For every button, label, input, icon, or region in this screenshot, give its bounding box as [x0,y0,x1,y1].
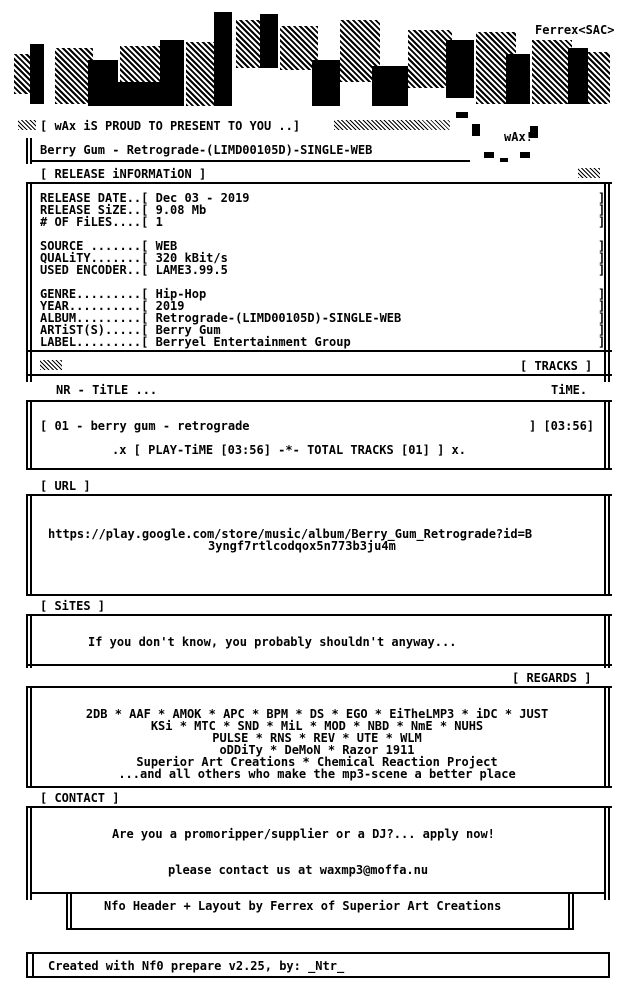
tracks-col-title: NR - TiTLE ... [56,383,158,397]
track-row: [ 01 - berry gum - retrograde [40,419,250,433]
header-credit: Ferrex<SAC> [535,23,615,37]
regards-header: [ REGARDS ] [512,671,592,685]
url-header: [ URL ] [40,479,91,493]
contact-header: [ CONTACT ] [40,791,120,805]
regards-line: Superior Art Creations * Chemical Reaction Project [136,755,498,769]
presents-line: [ wAx iS PROUD TO PRESENT TO YOU ..] [40,119,301,133]
info-row: RELEASE SiZE..[ 9.08 Mb [40,203,207,217]
url-link-line1[interactable]: https://play.google.com/store/music/album/Berry_Gum_Retrograde?id=B [48,527,533,541]
info-row: SOURCE .......[ WEB [40,239,178,253]
regards-line: oDDiTy * DeMoN * Razor 1911 [219,743,415,757]
regards-line: KSi * MTC * SND * MiL * MOD * NBD * NmE * NUHS [150,719,484,733]
info-row: ARTiST(S).....[ Berry Gum [40,323,221,337]
info-header: [ RELEASE iNFORMATiON ] [40,167,207,181]
contact-email[interactable]: please contact us at waxmp3@moffa.nu [168,863,429,877]
info-row: ALBUM.........[ Retrograde-(LIMD00105D)-SINGLE-WEB [40,311,402,325]
tracks-summary: .x [ PLAY-TiME [03:56] -*- TOTAL TRACKS [01] ] x. [112,443,467,457]
regards-line: PULSE * RNS * REV * UTE * WLM [212,731,422,745]
wax-tag: wAx! [504,130,533,144]
footer-text: Created with Nf0 prepare v2.25, by: _Ntr_ [48,959,345,973]
contact-line1: Are you a promoripper/supplier or a DJ?... apply now! [112,827,495,841]
layout-credit: Nfo Header + Layout by Ferrex of Superior Art Creations [104,899,502,913]
info-row: RELEASE DATE..[ Dec 03 - 2019 [40,191,250,205]
sites-header: [ SiTES ] [40,599,106,613]
regards-line: ...and all others who make the mp3-scene a better place [118,767,516,781]
sites-text: If you don't know, you probably shouldn't anyway... [88,635,457,649]
url-link-line2[interactable]: 3yngf7rtlcodqox5n773b3ju4m [208,539,396,553]
track-time: ] [03:56] [529,419,595,433]
regards-line: 2DB * AAF * AMOK * APC * BPM * DS * EGO * EiTheLMP3 * iDC * JUST [85,707,549,721]
info-row: YEAR..........[ 2019 [40,299,185,313]
info-row: # OF FiLES....[ 1 [40,215,163,229]
info-row: LABEL.........[ Berryel Entertainment Group [40,335,351,349]
tracks-header: [ TRACKS ] [520,359,593,373]
info-row: QUALiTY.......[ 320 kBit/s [40,251,228,265]
info-row: USED ENCODER..[ LAME3.99.5 [40,263,228,277]
info-row: GENRE.........[ Hip-Hop [40,287,207,301]
tracks-col-time: TiME. [551,383,588,397]
release-title: Berry Gum - Retrograde-(LIMD00105D)-SINGLE-WEB [40,143,373,157]
